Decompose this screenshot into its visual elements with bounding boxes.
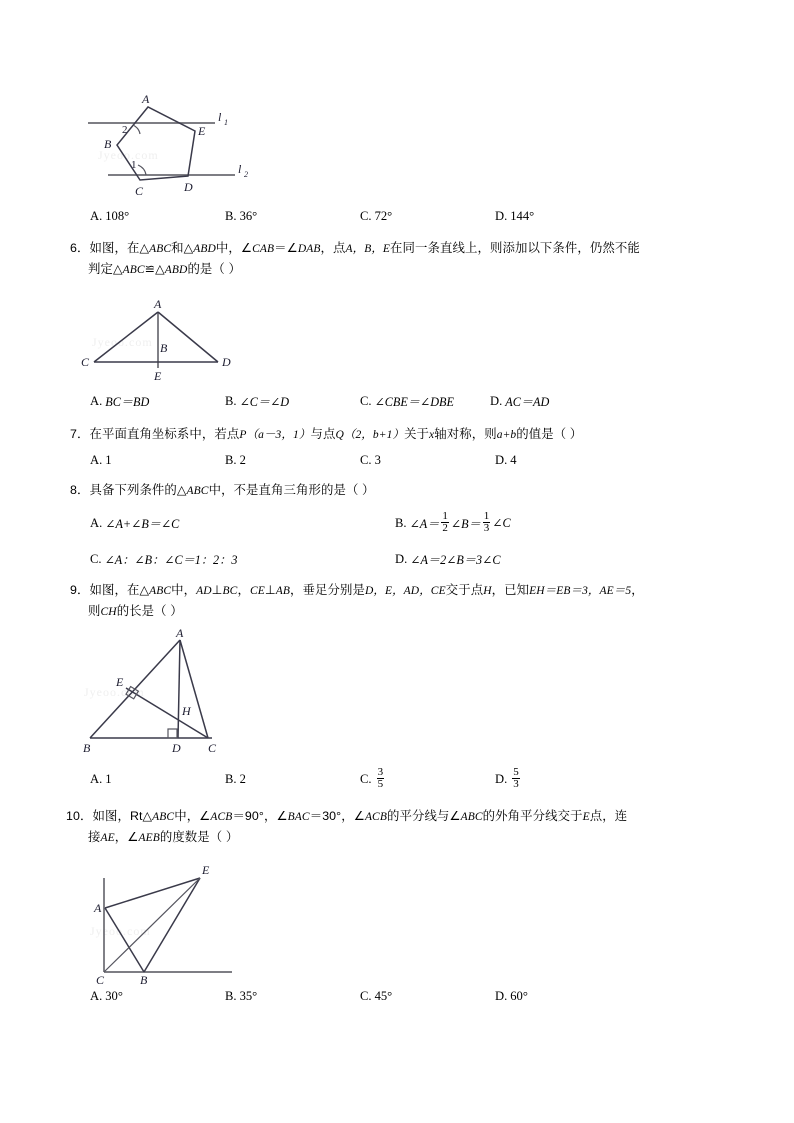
stem-text: 中，: [171, 583, 197, 597]
question-7-stem: [70, 424, 582, 446]
label-C: C: [135, 184, 144, 198]
label-D: D: [172, 741, 181, 754]
stem-text: ⊥: [211, 583, 223, 597]
label-B: B: [140, 973, 148, 985]
question-6-stem-line1: [70, 238, 640, 260]
option-q5-d[interactable]: [495, 203, 534, 229]
stem-text: ⊥: [264, 583, 276, 597]
option-q7-d[interactable]: [495, 447, 517, 473]
stem-math: （2，b+1）: [343, 429, 405, 441]
stem-math: （a－3，1）: [246, 429, 311, 441]
options-q6: [0, 388, 794, 414]
question-10-stem-line1: [66, 806, 627, 828]
label-E: E: [116, 675, 124, 689]
stem-math: H: [483, 585, 492, 597]
stem-math: ABD: [164, 264, 188, 276]
option-q6-b[interactable]: [225, 388, 289, 414]
fraction-denominator: 5: [377, 777, 384, 790]
label-l1: l: [218, 110, 222, 124]
stem-math: AEB: [138, 832, 160, 844]
fraction-one-half: [441, 511, 449, 534]
option-q7-b[interactable]: [225, 447, 246, 473]
option-label: D.: [495, 208, 508, 223]
stem-math: ABD: [193, 243, 216, 255]
option-label: C.: [360, 988, 372, 1003]
option-value: ∠CBE＝∠DBE: [374, 394, 454, 409]
stem-math: AE: [100, 832, 115, 844]
option-q8-c[interactable]: [90, 546, 237, 572]
fraction-denominator: 3: [483, 521, 490, 534]
stem-math: a+b: [496, 429, 517, 441]
figure-q6-triangles: [72, 296, 272, 384]
fraction-five-thirds: [512, 767, 520, 790]
option-label: B.: [395, 515, 407, 530]
option-q9-d[interactable]: [495, 762, 522, 796]
right-angle-mark-D: [168, 729, 177, 738]
option-value-pre: ∠A＝: [409, 516, 440, 531]
angle-number-1: 1: [131, 159, 137, 171]
stem-text: 中，∠: [174, 809, 211, 823]
option-value: ∠C＝∠D: [239, 394, 290, 409]
stem-text: 6．如图，在△: [70, 241, 150, 255]
options-q10: [0, 983, 794, 1009]
label-D: D: [184, 180, 193, 194]
stem-text: 的平分线与∠: [386, 809, 461, 823]
option-value: 108°: [105, 208, 130, 223]
option-q5-c[interactable]: [360, 203, 392, 229]
stem-text: 中，∠: [215, 241, 253, 255]
label-C: C: [81, 355, 90, 369]
stem-text: 的外角平分线交于: [482, 809, 583, 823]
stem-text: ，垂足分别是: [290, 583, 365, 597]
option-value: 36°: [239, 208, 258, 223]
stem-text: ，已知: [491, 583, 530, 597]
stem-math: ABC: [460, 811, 483, 823]
option-label: B.: [225, 393, 237, 408]
option-label: D.: [395, 551, 408, 566]
option-label: A.: [90, 208, 103, 223]
stem-text: 中，不是直角三角形的是（ ）: [208, 483, 375, 497]
option-q8-d[interactable]: [395, 546, 500, 572]
figure-q10-bisectors: [82, 860, 257, 985]
stem-text: 轴对称，则: [434, 427, 497, 441]
option-value: 1: [105, 452, 112, 467]
option-label: C.: [360, 393, 372, 408]
label-D: D: [222, 355, 231, 369]
option-value: 45°: [374, 988, 393, 1003]
stem-text: 点，连: [589, 809, 628, 823]
option-q10-d[interactable]: [495, 983, 528, 1009]
option-label: C.: [90, 551, 102, 566]
option-q5-a[interactable]: [90, 203, 129, 229]
stem-text: 在同一条直线上，则添加以下条件，仍然不能: [390, 241, 640, 255]
option-value: ∠A＝2∠B＝3∠C: [410, 552, 501, 567]
segment-AE: [105, 878, 200, 908]
option-label: C.: [360, 452, 372, 467]
option-q7-c[interactable]: [360, 447, 381, 473]
label-l2: l: [238, 162, 242, 176]
stem-text: ，: [237, 583, 250, 597]
option-value: ∠A：∠B：∠C＝1：2：3: [104, 552, 238, 567]
option-label: A.: [90, 771, 103, 786]
label-A: A: [154, 297, 162, 311]
option-q6-a[interactable]: [90, 388, 149, 414]
stem-math: A，B，E: [345, 243, 391, 255]
fraction-numerator: 3: [377, 765, 384, 778]
stem-math: AB: [275, 585, 290, 597]
option-label: D.: [495, 452, 508, 467]
stem-text: 接: [88, 830, 101, 844]
option-q9-b[interactable]: [225, 762, 246, 796]
stem-text: 的值是（ ）: [516, 427, 583, 441]
option-value: 3: [374, 452, 381, 467]
label-B: B: [83, 741, 91, 754]
figure-q5-pentagon: [80, 85, 270, 200]
watermark-text: Jyeoo.com: [98, 148, 159, 162]
option-label: D.: [490, 393, 503, 408]
options-q8-row1: [0, 510, 794, 536]
option-label: C.: [360, 771, 372, 786]
stem-text: 和△: [171, 241, 194, 255]
option-label: A.: [90, 452, 103, 467]
option-value: 30°: [105, 988, 123, 1003]
question-9-stem-line2: [88, 601, 183, 623]
option-label: A.: [90, 515, 103, 530]
option-q6-c[interactable]: [360, 388, 454, 414]
question-10-stem-line2: [88, 827, 238, 849]
label-E: E: [198, 124, 206, 138]
stem-math: CAB: [252, 243, 275, 255]
stem-text: ＝90°，∠: [232, 809, 288, 823]
stem-math: DAB: [297, 243, 321, 255]
option-label: A.: [90, 393, 103, 408]
watermark-text: Jyeoo.com: [90, 924, 151, 938]
option-label: B.: [225, 452, 237, 467]
stem-math: ABC: [186, 485, 209, 497]
option-value: 60°: [510, 988, 528, 1003]
angle-mark-1: [138, 165, 146, 175]
option-q8-b[interactable]: [395, 510, 511, 536]
stem-math: ABC: [152, 811, 175, 823]
option-q7-a[interactable]: [90, 447, 112, 473]
stem-text: 交于点: [445, 583, 484, 597]
stem-math: BC: [222, 585, 238, 597]
stem-text: 的长是（ ）: [116, 604, 183, 618]
stem-text: 7．在平面直角坐标系中，若点: [70, 427, 240, 441]
option-value: 2: [239, 771, 246, 786]
option-label: C.: [360, 208, 372, 223]
stem-math: E: [582, 811, 590, 823]
stem-math: AD: [196, 585, 212, 597]
stem-math: EH＝EB＝3，AE＝5: [529, 585, 632, 597]
stem-math: CE: [249, 585, 265, 597]
fraction-one-third: [483, 511, 491, 534]
option-value: AC＝AD: [505, 394, 550, 409]
option-q5-b[interactable]: [225, 203, 257, 229]
option-q10-c[interactable]: [360, 983, 392, 1009]
question-8-stem: [70, 480, 375, 502]
stem-math: ABC: [149, 243, 172, 255]
label-B: B: [104, 137, 112, 151]
stem-math: P: [239, 429, 247, 441]
option-value: 1: [105, 771, 112, 786]
option-value: ∠A+∠B＝∠C: [105, 516, 180, 531]
option-q8-a[interactable]: [90, 510, 179, 536]
label-l2-subscript: 2: [244, 170, 248, 179]
stem-math: ABC: [149, 585, 172, 597]
stem-text: 9．如图，在△: [70, 583, 150, 597]
options-q9: [0, 762, 794, 796]
option-label: B.: [225, 988, 237, 1003]
option-q9-c[interactable]: [360, 762, 386, 796]
option-value: 2: [239, 452, 246, 467]
option-label: B.: [225, 771, 237, 786]
option-label: B.: [225, 208, 237, 223]
label-C: C: [208, 741, 217, 754]
watermark-text: Jyeoo.com: [84, 685, 145, 699]
stem-text: 的度数是（ ）: [159, 830, 239, 844]
label-H: H: [182, 704, 191, 718]
question-6-stem-line2: [88, 259, 241, 281]
stem-text: ，点: [320, 241, 346, 255]
option-q9-a[interactable]: [90, 762, 112, 796]
option-value-post: ∠C: [492, 515, 511, 530]
option-value: 72°: [374, 208, 393, 223]
option-label: D.: [495, 988, 508, 1003]
stem-math: ABC: [122, 264, 145, 276]
stem-math: BAC: [287, 811, 310, 823]
fraction-numerator: 5: [513, 765, 519, 778]
option-value: 35°: [239, 988, 258, 1003]
option-q10-a[interactable]: [90, 983, 123, 1009]
label-E: E: [202, 863, 210, 877]
stem-text: ，: [631, 583, 644, 597]
figure-q9-altitudes: [72, 626, 252, 754]
label-C: C: [96, 973, 105, 985]
segment-AB: [105, 908, 144, 972]
option-label: D.: [495, 771, 508, 786]
option-value-mid: ∠B＝: [450, 516, 481, 531]
stem-math: ACB: [364, 811, 387, 823]
stem-text: 与点: [310, 427, 336, 441]
label-l1-subscript: 1: [224, 118, 228, 127]
stem-text: 的是（ ）: [187, 262, 241, 276]
pentagon-shape: [117, 107, 195, 180]
option-q10-b[interactable]: [225, 983, 257, 1009]
stem-text: ≌△: [144, 262, 165, 276]
option-value: BC＝BD: [105, 394, 150, 409]
options-q8-row2: [0, 546, 794, 572]
fraction-numerator: 1: [442, 509, 448, 522]
stem-math: x: [429, 429, 435, 441]
label-A: A: [176, 626, 184, 640]
stem-text: 10．如图，Rt△: [66, 809, 153, 823]
stem-text: 则: [88, 604, 101, 618]
question-9-stem-line1: [70, 580, 644, 602]
stem-math: ACB: [210, 811, 233, 823]
watermark-text: Jyeoo.com: [92, 335, 153, 349]
fraction-denominator: 3: [513, 777, 519, 790]
stem-math: Q: [335, 429, 344, 441]
fraction-three-fifths: [377, 767, 385, 790]
angle-number-2: 2: [122, 124, 128, 136]
stem-text: ，∠: [114, 830, 139, 844]
angle-mark-2: [133, 125, 140, 134]
fraction-denominator: 2: [442, 521, 448, 534]
stem-text: ＝30°，∠: [309, 809, 365, 823]
stem-text: 8．具备下列条件的△: [70, 483, 187, 497]
stem-math: CH: [100, 606, 117, 618]
label-B: B: [160, 341, 168, 355]
label-E: E: [154, 369, 162, 383]
label-A: A: [142, 92, 150, 106]
options-q7: [0, 447, 794, 473]
stem-text: 关于: [404, 427, 430, 441]
fraction-numerator: 1: [483, 509, 490, 522]
option-q6-d[interactable]: [490, 388, 549, 414]
option-label: A.: [90, 988, 103, 1003]
option-value: 4: [510, 452, 517, 467]
stem-text: 判定△: [88, 262, 123, 276]
options-q5: [0, 203, 794, 229]
segment-AD-altitude: [178, 640, 180, 738]
option-value: 144°: [510, 208, 535, 223]
stem-math: D，E，AD，CE: [364, 585, 446, 597]
label-A: A: [94, 901, 102, 915]
stem-text: ＝∠: [274, 241, 298, 255]
